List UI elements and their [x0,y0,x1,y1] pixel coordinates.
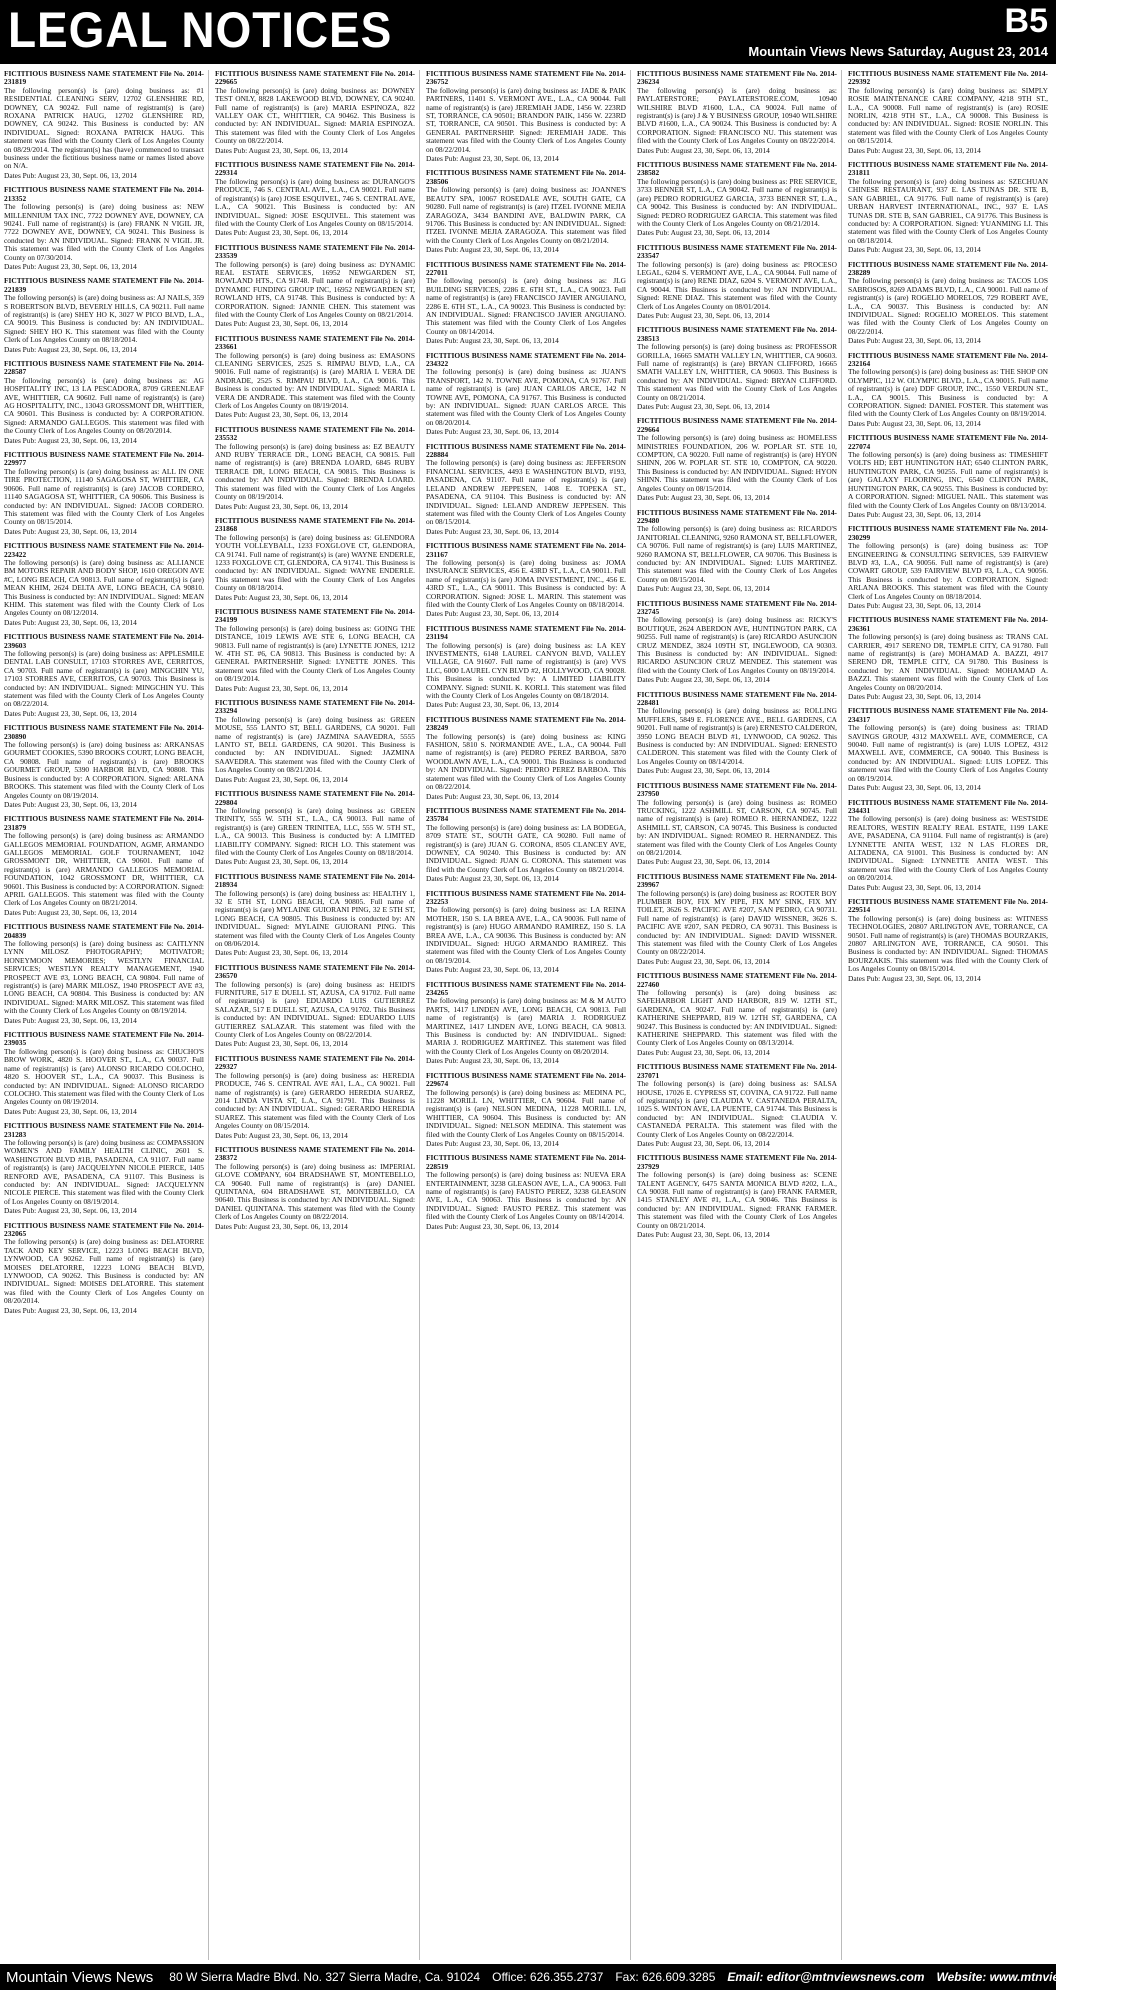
legal-notice [215,608,415,693]
notice-heading: FICTITIOUS BUSINESS NAME STATEMENT File No. 2014-234265 [426,979,626,998]
notice-pub-dates: Dates Pub: August 23, 30, Sept. 06, 13, 2014 [215,1130,348,1140]
notice-pub-dates: Dates Pub: August 23, 30, Sept. 06, 13, 2014 [637,402,770,412]
notice-heading: FICTITIOUS BUSINESS NAME STATEMENT File No. 2014-231283 [4,1121,204,1139]
notice-body: The following person(s) is (are) doing business as: SALSA HOUSE, 17026 E. CYPRESS ST, COVINA, CA 91722. Full name of registrant(s) is (are) CLAUDIA V. CASTANEDA PERALTA, 1025 S. WINTON AVE, LA PUENTE, CA 91744. This Business is conducted by: AN INDIVIDUAL. Signed: CLAUDIA V. CASTANEDA PERALTA. This statement was filed with the County Clerk of Los Angeles County on 08/22/2014. [637,1079,837,1139]
notice-body: The following person(s) is (are) doing business as: ROOTER BOY PLUMBER BOY, FIX MY PIPE, FIX MY SINK, FIX MY TOILET, 3626 S. PACIFIC AVE #207, SAN PEDRO, CA 90731. Full name of registrant(s) is (are) DAVID WISSNER, 3626 S. PACIFIC AVE #207, SAN PEDRO, CA 90731. This Business is conducted by: AN INDIVIDUAL. Signed: DAVID WISSNER. This statement was filed with the County Clerk of Los Angeles County on 08/22/2014. [637,888,837,957]
notice-heading: FICTITIOUS BUSINESS NAME STATEMENT File No. 2014-204839 [4,922,204,940]
notice-body: The following person(s) is (are) doing business as: GOING THE DISTANCE, 1019 LEWIS AVE STE 6, LONG BEACH, CA 90813. Full name of registrant(s) is (are) LYNETTE JONES, 1212 W. 4TH ST. #6, CA 90813. This Business is conducted by: A GENERAL PARTNERSHIP. Signed: LYNETTE JONES. This statement was filed with the County Clerk of Los Angeles County on 08/19/2014. [215,623,415,684]
notice-body: The following person(s) is (are) doing business as: IMPERIAL GLOVE COMPANY, 604 BRADSHAWE ST, MONTEBELLO, CA 90640. Full name of registrant(s) is (are) DANIEL QUINTANA, 604 BRADSHAWE ST, MONTEBELLO, CA 90640. This Business is conducted by: AN INDIVIDUAL. Signed: DANIEL QUINTANA. This statement was filed with the County Clerk of Los Angeles County on 08/22/2014. [215,1161,415,1222]
legal-notice [215,790,415,867]
footer-address: 80 W Sierra Madre Blvd. No. 327 Sierra Madre, Ca. 91024 [169,1970,481,1984]
notice-heading: FICTITIOUS BUSINESS NAME STATEMENT File No. 2014-230299 [848,524,1048,542]
notice-body: The following person(s) is (are) doing business as: MEDINA PC, 11228 MORILL LN, WHITTIER, CA 90604. Full name of registrant(s) is (are) NELSON MEDINA, 11228 MORILL LN, WHITTIER, CA 90604. This Business is conducted by: AN INDIVIDUAL. Signed: NELSON MEDINA. This statement was filed with the County Clerk of Los Angeles County on 08/15/2014. [426,1087,626,1139]
notice-heading: FICTITIOUS BUSINESS NAME STATEMENT File No. 2014-234317 [848,706,1048,724]
legal-notice [215,964,415,1049]
notice-pub-dates: Dates Pub: August 23, 30, Sept. 06, 13, 2014 [215,228,348,238]
legal-notice [4,277,204,354]
legal-notice [426,169,626,254]
notice-pub-dates: Dates Pub: August 23, 30, Sept. 06, 13, 2014 [215,145,348,155]
column-3 [426,70,631,1960]
notice-heading: FICTITIOUS BUSINESS NAME STATEMENT File No. 2014-233294 [215,698,415,716]
notice-heading: FICTITIOUS BUSINESS NAME STATEMENT File No. 2014-229665 [215,69,415,87]
notice-heading: FICTITIOUS BUSINESS NAME STATEMENT File No. 2014-238289 [848,259,1048,277]
notice-pub-dates: Dates Pub: August 23, 30, Sept. 06, 13, 2014 [426,154,559,164]
legal-notice [637,70,837,155]
legal-notice [215,70,415,155]
notice-heading: FICTITIOUS BUSINESS NAME STATEMENT File No. 2014-223422 [4,541,204,559]
legal-notice [215,699,415,784]
notice-heading: FICTITIOUS BUSINESS NAME STATEMENT File No. 2014-234199 [215,606,415,625]
notice-body: The following person(s) is (are) doing business as: TRIAD SAVINGS GROUP, 4312 MAXWELL AVE, COMMERCE, CA 90040. Full name of registrant(s) is (are) LUIS LOPEZ, 4312 MAXWELL AVE, COMMERCE, CA 90040. This Business is conducted by: AN INDIVIDUAL. Signed: LUIS LOPEZ. This statement was filed with the County Clerk of Los Angeles County on 08/19/2014. [848,723,1048,783]
notice-pub-dates: Dates Pub: August 23, 30, Sept. 06, 13, 2014 [4,1015,137,1025]
legal-notice [426,1154,626,1231]
notice-heading: FICTITIOUS BUSINESS NAME STATEMENT File No. 2014-228519 [426,1153,626,1171]
legal-notice [215,1146,415,1231]
notice-pub-dates: Dates Pub: August 23, 30, Sept. 06, 13, 2014 [426,965,559,975]
legal-notice [4,186,204,271]
notice-heading: FICTITIOUS BUSINESS NAME STATEMENT File No. 2014-229804 [215,789,415,807]
legal-notice [426,625,626,710]
legal-notice [426,716,626,801]
legal-notice [215,1055,415,1140]
notice-body: The following person(s) is (are) doing business as: LA REINA MOTHER, 150 S. LA BREA AVE, L.A., CA 90036. Full name of registrant(s) is (are) HUGO ARMANDO RAMIREZ, 150 S. LA BREA AVE, L.A., CA 90036. This Business is conducted by: AN INDIVIDUAL. Signed: HUGO ARMANDO RAMIREZ. This statement was filed with the County Clerk of Los Angeles County on 08/19/2014. [426,905,626,965]
notice-pub-dates: Dates Pub: August 23, 30, Sept. 06, 13, 2014 [637,584,770,594]
notice-heading: FICTITIOUS BUSINESS NAME STATEMENT File No. 2014-232253 [426,888,626,906]
legal-notice [637,873,837,966]
notice-heading: FICTITIOUS BUSINESS NAME STATEMENT File No. 2014-235784 [426,805,626,824]
legal-notice [637,972,837,1057]
notice-pub-dates: Dates Pub: August 23, 30, Sept. 06, 13, 2014 [426,874,559,884]
notice-pub-dates: Dates Pub: August 23, 30, Sept. 06, 13, 2014 [215,1039,348,1049]
notice-body: The following person(s) is (are) doing business as: AG HOSPITALITY INC, 13 LA PESCADORA, 8709 GREENLEAF AVE, WHITTIER, CA 90602. Full name of registrant(s) is (are) AG HOSPITALITY, INC., 13043 GROSSMONT DR, WHITTIER, CA 90601. This Business is conducted by: A CORPORATION. Signed: ARMANDO GALLEGOS. This statement was filed with the County Clerk of Los Angeles County on 08/20/2014. [4,375,204,436]
notice-pub-dates: Dates Pub: August 23, 30, Sept. 06, 13, 2014 [215,683,348,693]
notice-body: The following person(s) is (are) doing business as: M & M AUTO PARTS, 1417 LINDEN AVE, LONG BEACH, CA 90813. Full name of registrant(s) is (are) MARIA J. RODRIGUEZ MARTINEZ, 1417 LINDEN AVE, LONG BEACH, CA 90813. This Business is conducted by: AN INDIVIDUAL. Signed: MARIA J. RODRIGUEZ MARTINEZ. This statement was filed with the County Clerk of Los Angeles County on 08/20/2014. [426,996,626,1056]
legal-notice [848,898,1048,983]
legal-notice [215,244,415,329]
footer [0,1964,1133,1990]
notice-heading: FICTITIOUS BUSINESS NAME STATEMENT File No. 2014-229327 [215,1053,415,1072]
notice-body: The following person(s) is (are) doing business as: WITNESS TECHNOLOGIES, 20807 ARLINGTON AVE, TORRANCE, CA 90501. Full name of registrant(s) is (are) THOMAS BOURZAKIS, 20807 ARLINGTON AVE, TORRANCE, CA 90501. This Business is conducted by: AN INDIVIDUAL. Signed: THOMAS BOURZAKIS. This statement was filed with the County Clerk of Los Angeles County on 08/15/2014. [848,913,1048,974]
notice-pub-dates: Dates Pub: August 23, 30, Sept. 06, 13, 2014 [426,609,559,619]
notice-body: The following person(s) is (are) doing business as: DELATORRE TACK AND KEY SERVICE, 12223 LONG BEACH BLVD, LYNWOOD, CA 90262. Full name of registrant(s) is (are) MOISES DELATORRE, 12223 LONG BEACH BLVD, LYNWOOD, CA 90262. This Business is conducted by: AN INDIVIDUAL. Signed: MOISES DELATORRE. This statement was filed with the County Clerk of Los Angeles County on 08/20/2014. [4,1237,204,1306]
masthead-subline [748,44,1048,59]
notice-body: The following person(s) is (are) doing business as: LA BODEGA, 8709 STATE ST., SOUTH GATE, CA 90280. Full name of registrant(s) is (are) JUAN G. CORONA, 8505 CLANCEY AVE, DOWNEY, CA 90240. This Business is conducted by: AN INDIVIDUAL. Signed: JUAN G. CORONA. This statement was filed with the County Clerk of Los Angeles County on 08/21/2014. [426,822,626,874]
notice-body: The following person(s) is (are) doing business as: TACOS LOS SABROSOS, 8269 ADAMS BLVD, L.A., CA 90001. Full name of registrant(s) is (are) ROGELIO MORELOS, 729 ROBERT AVE, L.A., CA 90037. This Business is conducted by: AN INDIVIDUAL. Signed: ROGELIO MORELOS. This statement was filed with the County Clerk of Los Angeles County on 08/22/2014. [848,276,1048,336]
notice-pub-dates: Dates Pub: August 23, 30, Sept. 06, 13, 2014 [848,336,981,346]
notice-body: The following person(s) is (are) doing business as: CAITLYNN LYNN MILOSZ PHOTOGRAPHY; MOTIVATOR; HONEYMOON MEMORIES; WESTLYN FINANCIAL SERVICES; WESTLYN REALTY MANAGEMENT, 1940 PROSPECT AVE #3, LONG BEACH, CA 90804. Full name of registrant(s) is (are) MARK MILOSZ, 1940 PROSPECT AVE #3, LONG BEACH, CA 90804. This Business is conducted by: AN INDIVIDUAL. Signed: MARK MILOSZ. This statement was filed with the County Clerk of Los Angeles County on 08/19/2014. [4,939,204,1016]
notice-pub-dates: Dates Pub: August 23, 30, Sept. 06, 13, 2014 [4,170,137,180]
legal-notice [4,1222,204,1315]
notice-body: The following person(s) is (are) doing business as: SIMPLY ROSIE MAINTENANCE CARE COMPANY, 4218 9TH ST., L.A., CA 90008. Full name of registrant(s) is (are) ROSIE NORLIN, 4218 9TH ST., L.A., CA 90008. This Business is conducted by: AN INDIVIDUAL. Signed: ROSIE NORLIN. This statement was filed with the County Clerk of Los Angeles County on 08/15/2014. [848,85,1048,146]
notice-pub-dates: Dates Pub: August 23, 30, Sept. 06, 13, 2014 [637,857,770,867]
notice-pub-dates: Dates Pub: August 23, 30, Sept. 06, 13, 2014 [4,1305,137,1315]
notice-heading: FICTITIOUS BUSINESS NAME STATEMENT File No. 2014-236234 [637,69,837,87]
notice-body: The following person(s) is (are) doing business as: JOMA INSURANCE SERVICES, 456 E. 43RD ST., L.A., CA 90011. Full name of registrant(s) is (are) JOMA INVESTMENT, INC., 456 E. 43RD ST., L.A., CA 90011. This Business is conducted by: A CORPORATION. Signed: JOSE L. MARIN. This statement was filed with the County Clerk of Los Angeles County on 08/18/2014. [426,557,626,609]
notice-pub-dates: Dates Pub: August 23, 30, Sept. 06, 13, 2014 [637,493,770,503]
notice-body: The following person(s) is (are) doing business as: AJ NAILS, 359 S ROBERTSON BLVD, BEVERLY HILLS, CA 90211. Full name of registrant(s) is (are) SHEY HO K, 3027 W PICO BLVD, L.A., CA 90019. This Business is conducted by: AN INDIVIDUAL. Signed: SHEY HO K. This statement was filed with the County Clerk of Los Angeles County on 08/18/2014. [4,293,204,345]
notice-pub-dates: Dates Pub: August 23, 30, Sept. 06, 13, 2014 [426,1221,559,1231]
legal-notice [848,434,1048,519]
paper-name: Mountain Views News [748,44,884,59]
notice-pub-dates: Dates Pub: August 23, 30, Sept. 06, 13, 2014 [637,310,770,320]
legal-notice [4,1122,204,1215]
notice-body: The following person(s) is (are) doing business as: #1 RESIDENTIAL CLEANING SERV, 12702 GLENSHIRE RD, DOWNEY, CA 90242. Full name of registrant(s) is (are) ROXANA PATRICK HAUG, 12702 GLENSHIRE RD, DOWNEY, CA 90242. This Business is conducted by: AN INDIVIDUAL. Signed: ROXANA PATRICK HAUG. This statement was filed with the County Clerk of Los Angeles County on 08/29/2014. The registrant(s) has (have) commenced to transact business under the fictitious business name or names listed above on N/A. [4,85,204,171]
legal-notice [215,517,415,602]
notice-pub-dates: Dates Pub: August 23, 30, Sept. 06, 13, 2014 [4,344,137,354]
legal-notice [4,1031,204,1116]
legal-notice [848,616,1048,701]
notice-body: The following person(s) is (are) doing business as: COMPASSION WOMEN'S AND FAMILY HEALTH CLINIC, 2601 S. WASHINGTON BLVD #1B, PASADENA, CA 91107. Full name of registrant(s) is (are) JACQUELYNN NICOLE PIERCE, 1405 RENFORD AVE, PASADENA, CA 91107. This Business is conducted by: AN INDIVIDUAL. Signed: JACQUELYNN NICOLE PIERCE. This statement was filed with the County Clerk of Los Angeles County on 08/19/2014. [4,1137,204,1206]
notice-body: The following person(s) is (are) doing business as: TIMESHIFT VOLTS HD; EBT HUNTINGTON HAT; 6540 CLINTON PARK, HUNTINGTON PARK, CA 90255. Full name of registrant(s) is (are) GALAXY FLOORING, INC, 6540 CLINTON PARK, HUNTINGTON PARK, CA 90255. This Business is conducted by: A CORPORATION. Signed: MIGUEL NAIL. This statement was filed with the County Clerk of Los Angeles County on 08/13/2014. [848,450,1048,510]
notice-pub-dates: Dates Pub: August 23, 30, Sept. 06, 13, 2014 [637,145,770,155]
notice-body: The following person(s) is (are) doing business as: NUEVA ERA ENTERTAINMENT, 3238 GLEASON AVE, L.A., CA 90063. Full name of registrant(s) is (are) FAUSTO PEREZ, 3238 GLEASON AVE, L.A., CA 90063. This Business is conducted by: AN INDIVIDUAL. Signed: FAUSTO PEREZ. This statement was filed with the County Clerk of Los Angeles County on 08/14/2014. [426,1170,626,1222]
notice-pub-dates: Dates Pub: August 23, 30, Sept. 06, 13, 2014 [637,228,770,238]
notice-pub-dates: Dates Pub: August 23, 30, Sept. 06, 13, 2014 [4,1206,137,1216]
legal-notice [215,873,415,958]
notice-pub-dates: Dates Pub: August 23, 30, Sept. 06, 13, 2014 [426,1056,559,1066]
legal-notice [4,360,204,445]
notice-pub-dates: Dates Pub: August 23, 30, Sept. 06, 13, 2014 [4,799,137,809]
notice-heading: FICTITIOUS BUSINESS NAME STATEMENT File No. 2014-218934 [215,871,415,890]
notice-body: The following person(s) is (are) doing business as: KING FASHION, 5810 S. NORMANDIE AVE., L.A., CA 90044. Full name of registrant(s) is (are) PEDRO PEREZ BARBOA, 5870 WOODLAWN AVE, L.A., CA 90001. This Business is conducted by: AN INDIVIDUAL. Signed: PEDRO PEREZ BARBOA. This statement was filed with the County Clerk of Los Angeles County on 08/22/2014. [426,731,626,792]
notice-body: The following person(s) is (are) doing business as: HEIDI'S FURNITURE, 517 E DUELL ST, AZUSA, CA 91702. Full name of registrant(s) is (are) EDUARDO LUIS GUTIERREZ SALAZAR, 517 E DUELL ST, AZUSA, CA 91702. This Business is conducted by: AN INDIVIDUAL. Signed: EDUARDO LUIS GUTIERREZ SALAZAR. This statement was filed with the County Clerk of Los Angeles County on 08/22/2014. [215,979,415,1040]
notice-heading: FICTITIOUS BUSINESS NAME STATEMENT File No. 2014-239603 [4,632,204,650]
notice-heading: FICTITIOUS BUSINESS NAME STATEMENT File No. 2014-232745 [637,598,837,616]
legal-notice [848,161,1048,254]
notice-pub-dates: Dates Pub: August 23, 30, Sept. 06, 13, 2014 [4,435,137,445]
notice-body: The following person(s) is (are) doing business as: JEFFERSON FINANCIAL SERVICES, 4493 E WASHINGTON BLVD, #193, PASADENA, CA 91107. Full name of registrant(s) is (are) LELAND ANDREW JEPPESEN, 1408 E. TOPEKA ST., PASADENA, CA 91104. This Business is conducted by: AN INDIVIDUAL. Signed: LELAND ANDREW JEPPESEN. This statement was filed with the County Clerk of Los Angeles County on 08/15/2014. [426,458,626,527]
notice-body: The following person(s) is (are) doing business as: SAFEHARBOR LIGHT AND HARBOR, 819 W. 12TH ST., GARDENA, CA 90247. Full name of registrant(s) is (are) KATHERINE SHEPPARD, 819 W. 12TH ST, GARDENA, CA 90247. This Business is conducted by: AN INDIVIDUAL. Signed: KATHERINE SHEPPARD. This statement was filed with the County Clerk of Los Angeles County on 08/13/2014. [637,988,837,1048]
notice-heading: FICTITIOUS BUSINESS NAME STATEMENT File No. 2014-227011 [426,259,626,277]
notice-pub-dates: Dates Pub: August 23, 30, Sept. 06, 13, 2014 [426,526,559,536]
notice-pub-dates: Dates Pub: August 23, 30, Sept. 06, 13, 2014 [426,427,559,437]
notice-pub-dates: Dates Pub: August 23, 30, Sept. 06, 13, 2014 [215,857,348,867]
legal-notice [4,70,204,180]
notice-pub-dates: Dates Pub: August 23, 30, Sept. 06, 13, 2014 [4,261,137,271]
notice-pub-dates: Dates Pub: August 23, 30, Sept. 06, 13, 2014 [4,907,137,917]
notice-body: The following person(s) is (are) doing business as: DYNAMIC REAL ESTATE SERVICES, 16952 NEWGARDEN ST, ROWLAND HTS., CA 91748. Full name of registrant(s) is (are) DYNAMIC FUNDING GROUP INC, 16952 NEWGARDEN ST, ROWLAND HTS, CA 91748. This Business is conducted by: A CORPORATION. Signed: JANNIE CHEN. This statement was filed with the County Clerk of Los Angeles County on 08/21/2014. [215,259,415,319]
notice-heading: FICTITIOUS BUSINESS NAME STATEMENT File No. 2014-238513 [637,325,837,343]
legal-notice [848,352,1048,429]
column-5 [848,70,1052,1960]
notice-body: The following person(s) is (are) doing business as: ALL IN ONE TIRE PROTECTION, 11140 SAGAGOSA ST, WHITTIER, CA 90606. Full name of registrant(s) is (are) JACOB CORDERO, 11140 SAGAGOSA ST, WHITTIER, CA 90606. This Business is conducted by: AN INDIVIDUAL. Signed: JACOB CORDERO. This statement was filed with the County Clerk of Los Angeles County on 08/15/2014. [4,466,204,527]
notice-pub-dates: Dates Pub: August 23, 30, Sept. 06, 13, 2014 [426,245,559,255]
legal-notice [426,981,626,1066]
footer-paper-name: Mountain Views News [6,1968,154,1986]
notice-heading: FICTITIOUS BUSINESS NAME STATEMENT File No. 2014-213352 [4,185,204,203]
legal-notice [215,335,415,420]
notice-body: The following person(s) is (are) doing business as: DURANGO'S PRODUCE, 746 S. CENTRAL AVE., L.A., CA 90021. Full name of registrant(s) is (are) JOSE ESQUIVEL, 746 S. CENTRAL AVE, L.A., CA 90021. This Business is conducted by: AN INDIVIDUAL. Signed: JOSE ESQUIVEL. This statement was filed with the County Clerk of Los Angeles County on 08/15/2014. [215,176,415,228]
notice-body: The following person(s) is (are) doing business as: JADE & PAIK PARTNERS, 11401 S. VERMONT AVE., L.A., CA 90044. Full name of registrant(s) is (are) JEREMIAH JADE, 1456 W. 223RD ST, TORRANCE, CA 90501; BRANDON PAIK, 1456 W. 223RD ST, TORRANCE, CA 90501. This Business is conducted by: A GENERAL PARTNERSHIP. Signed: JEREMIAH JADE. This statement was filed with the County Clerk of Los Angeles County on 08/22/2014. [426,85,626,154]
notice-pub-dates: Dates Pub: August 23, 30, Sept. 06, 13, 2014 [4,526,137,536]
legal-notice [426,890,626,975]
legal-notice [637,509,837,594]
notice-pub-dates: Dates Pub: August 23, 30, Sept. 06, 13, 2014 [848,882,981,892]
notice-heading: FICTITIOUS BUSINESS NAME STATEMENT File No. 2014-234431 [848,797,1048,815]
notice-heading: FICTITIOUS BUSINESS NAME STATEMENT File No. 2014-221839 [4,276,204,294]
notice-heading: FICTITIOUS BUSINESS NAME STATEMENT File No. 2014-236361 [848,615,1048,633]
notice-heading: FICTITIOUS BUSINESS NAME STATEMENT File No. 2014-227460 [637,971,837,989]
notice-body: The following person(s) is (are) doing business as: SZECHUAN CHINESE RESTAURANT, 937 E. LAS TUNAS DR. STE B, SAN GABRIEL, CA 91776. Full name of registrant(s) is (are) URBAN HARVEST INTERNATIONAL, INC., 937 E. LAS TUNAS DR. STE B, SAN GABRIEL, CA 91776. This Business is conducted by: A CORPORATION. Signed: YUANMING LI. This statement was filed with the County Clerk of Los Angeles County on 08/18/2014. [848,176,1048,245]
legal-notice [848,799,1048,892]
notice-pub-dates: Dates Pub: August 23, 30, Sept. 06, 13, 2014 [637,766,770,776]
legal-notice [215,161,415,238]
notice-body: The following person(s) is (are) doing business as: WESTSIDE REALTORS, WESTIN REALTY REAL ESTATE, 1199 LAKE AVE, PASADENA, CA 91104. Full name of registrant(s) is (are) LYNNETTE ANITA WEST, 132 N LAS FLORES DR, ALTADENA, CA 91001. This Business is conducted by: AN INDIVIDUAL. Signed: LYNNETTE ANITA WEST. This statement was filed with the County Clerk of Los Angeles County on 08/20/2014. [848,814,1048,883]
legal-notice [848,525,1048,610]
notice-heading: FICTITIOUS BUSINESS NAME STATEMENT File No. 2014-229674 [426,1070,626,1089]
notice-pub-dates: Dates Pub: August 23, 30, Sept. 06, 13, 2014 [4,617,137,627]
notice-heading: FICTITIOUS BUSINESS NAME STATEMENT File No. 2014-234322 [426,350,626,368]
notice-body: The following person(s) is (are) doing business as: THE SHOP ON OLYMPIC, 112 W. OLYMPIC BLVD., L.A., CA 90015. Full name of registrant(s) is (are) DDF GROUP, INC., 1550 VERDUN ST., L.A., CA 90015. This Business is conducted by: A CORPORATION. Signed: DANIEL FOSTER. This statement was filed with the County Clerk of Los Angeles County on 08/19/2014. [848,367,1048,419]
legal-notice [4,633,204,718]
page-title: LEGAL NOTICES [8,2,393,58]
notice-pub-dates: Dates Pub: August 23, 30, Sept. 06, 13, 2014 [848,418,981,428]
notice-heading: FICTITIOUS BUSINESS NAME STATEMENT File No. 2014-235532 [215,424,415,443]
notice-pub-dates: Dates Pub: August 23, 30, Sept. 06, 13, 2014 [848,509,981,519]
notice-heading: FICTITIOUS BUSINESS NAME STATEMENT File No. 2014-231819 [4,69,204,87]
notice-heading: FICTITIOUS BUSINESS NAME STATEMENT File No. 2014-231879 [4,814,204,832]
notice-body: The following person(s) is (are) doing business as: GLENDORA YOUTH VOLLEYBALL, 1233 FOXGLOVE CT, GLENDORA, CA 91741. Full name of registrant(s) is (are) WAYNE ENDERLE, 1233 FOXGLOVE CT, GLENDORA, CA 91741. This Business is conducted by: AN INDIVIDUAL. Signed: WAYNE ENDERLE. This statement was filed with the County Clerk of Los Angeles County on 08/18/2014. [215,532,415,593]
notice-heading: FICTITIOUS BUSINESS NAME STATEMENT File No. 2014-238249 [426,714,626,733]
notice-body: The following person(s) is (are) doing business as: ROMEO TRUCKING, 1222 ASHMILL ST, CARSON, CA 90745. Full name of registrant(s) is (are) ROMEO R. HERNANDEZ, 1222 ASHMILL ST, CARSON, CA 90745. This Business is conducted by: AN INDIVIDUAL. Signed: ROMEO R. HERNANDEZ. This statement was filed with the County Clerk of Los Angeles County on 08/21/2014. [637,797,837,857]
legal-notice [637,417,837,502]
notice-heading: FICTITIOUS BUSINESS NAME STATEMENT File No. 2014-228587 [4,359,204,377]
notice-pub-dates: Dates Pub: August 23, 30, Sept. 06, 13, 2014 [215,1221,348,1231]
notice-pub-dates: Dates Pub: August 23, 30, Sept. 06, 13, 2014 [215,948,348,958]
notice-body: The following person(s) is (are) doing business as: JUAN'S TRANSPORT, 142 N. TOWNE AVE, POMONA, CA 91767. Full name of registrant(s) is (are) JUAN CARLOS ARCE, 142 N TOWNE AVE, POMONA, CA 91767. This Business is conducted by: AN INDIVIDUAL. Signed: JUAN CARLOS ARCE. This statement was filed with the County Clerk of Los Angeles County on 08/20/2014. [426,367,626,427]
notice-heading: FICTITIOUS BUSINESS NAME STATEMENT File No. 2014-228884 [426,441,626,460]
notice-heading: FICTITIOUS BUSINESS NAME STATEMENT File No. 2014-229664 [637,416,837,434]
notice-body: The following person(s) is (are) doing business as: EZ BEAUTY AND RUBY TERRACE DR., LONG BEACH, CA 90815. Full name of registrant(s) is (are) BRENDA LOARD, 6845 RUBY TERRACE DR, LONG BEACH, CA 90815. This Business is conducted by: AN INDIVIDUAL. Signed: BRENDA LOARD. This statement was filed with the County Clerk of Los Angeles County on 08/19/2014. [215,441,415,502]
notice-heading: FICTITIOUS BUSINESS NAME STATEMENT File No. 2014-238372 [215,1144,415,1163]
notice-pub-dates: Dates Pub: August 23, 30, Sept. 06, 13, 2014 [4,1106,137,1116]
legal-notice [637,244,837,321]
notice-body: The following person(s) is (are) doing business as: ARMANDO GALLEGOS MEMORIAL FOUNDATION, AGMF, ARMANDO GALLEGOS MEMORIAL GOLF TOURNAMENT, 1042 GROSSMONT DR, WHITTIER, CA 90601. Full name of registrant(s) is (are) ARMANDO GALLEGOS MEMORIAL FOUNDATION, 1042 GROSSMONT DR, WHITTIER, CA 90601. This Business is conducted by: A CORPORATION. Signed: APRIL GALLEGOS. This statement was filed with the County Clerk of Los Angeles County on 08/21/2014. [4,831,204,908]
notice-heading: FICTITIOUS BUSINESS NAME STATEMENT File No. 2014-227074 [848,433,1048,451]
legal-notice [848,707,1048,792]
notice-pub-dates: Dates Pub: August 23, 30, Sept. 06, 13, 2014 [215,319,348,329]
notice-heading: FICTITIOUS BUSINESS NAME STATEMENT File No. 2014-239967 [637,871,837,890]
notice-pub-dates: Dates Pub: August 23, 30, Sept. 06, 13, 2014 [215,501,348,511]
notice-body: The following person(s) is (are) doing business as: HEREDIA PRODUCE, 746 S. CENTRAL AVE #A1, L.A., CA 90021. Full name of registrant(s) is (are) GERARDO HEREDIA SUAREZ, 2014 LINDA VISTA ST, L.A., CA 91791. This Business is conducted by: AN INDIVIDUAL. Signed: GERARDO HEREDIA SUAREZ. This statement was filed with the County Clerk of Los Angeles County on 08/15/2014. [215,1070,415,1131]
legal-notice [4,815,204,917]
notice-heading: FICTITIOUS BUSINESS NAME STATEMENT File No. 2014-236752 [426,69,626,87]
notice-body: The following person(s) is (are) doing business as: RICARDO'S JANITORIAL CLEANING, 9260 RAMONA ST, BELLFLOWER, CA 90706. Full name of registrant(s) is (are) LUIS MARTINEZ, 9260 RAMONA ST, BELLFLOWER, CA 90706. This Business is conducted by: AN INDIVIDUAL. Signed: LUIS MARTINEZ. This statement was filed with the County Clerk of Los Angeles County on 08/15/2014. [637,524,837,584]
legal-notice [637,600,837,685]
notice-body: The following person(s) is (are) doing business as: PAYLATERSTORE; PAYLATERSTORE.COM, 10940 WILSHIRE BLVD #1600, L.A., CA 90024. Full name of registrant(s) is (are) J & Y BUSINESS GROUP, 10940 WILSHIRE BLVD #1600, L.A., CA 90024. This Business is conducted by: A CORPORATION. Signed: FRANCISCO NU. This statement was filed with the County Clerk of Los Angeles County on 08/22/2014. [637,85,837,146]
notice-body: The following person(s) is (are) doing business as: ALLIANCE BM MOTORS REPAIR AND BODY SHOP, 1610 OREGON AVE #C, LONG BEACH, CA 90813. Full name of registrant(s) is (are) MEAN KHIM, 2624 DELTA AVE, LONG BEACH, CA 90810. This Business is conducted by: AN INDIVIDUAL. Signed: MEAN KHIM. This statement was filed with the County Clerk of Los Angeles County on 08/12/2014. [4,557,204,618]
notice-heading: FICTITIOUS BUSINESS NAME STATEMENT File No. 2014-229977 [4,450,204,468]
notice-heading: FICTITIOUS BUSINESS NAME STATEMENT File No. 2014-231811 [848,160,1048,178]
notice-heading: FICTITIOUS BUSINESS NAME STATEMENT File No. 2014-238582 [637,160,837,178]
notice-pub-dates: Dates Pub: August 23, 30, Sept. 06, 13, 2014 [848,600,981,610]
notice-body: The following person(s) is (are) doing business as: PROFESSOR GORILLA, 16665 SMATH VALLEY LN, WHITTIER, CA 90603. Full name of registrant(s) is (are) BRYAN CLIFFORD, 16665 SMATH VALLEY LN, WHITTIER, CA 90603. This Business is conducted by: AN INDIVIDUAL. Signed: BRYAN CLIFFORD. This statement was filed with the County Clerk of Los Angeles County on 08/21/2014. [637,342,837,402]
notice-heading: FICTITIOUS BUSINESS NAME STATEMENT File No. 2014-238506 [426,168,626,186]
notice-heading: FICTITIOUS BUSINESS NAME STATEMENT File No. 2014-228481 [637,689,837,708]
notice-body: The following person(s) is (are) doing business as: DOWNEY TEST ONLY, 8828 LAKEWOOD BLVD, DOWNEY, CA 90240. Full name of registrant(s) is (are) MARIA ESPINOZA, 822 VALLEY OAK CT., WHITTIER, CA 90462. This Business is conducted by: AN INDIVIDUAL. Signed: MARIA ESPINOZA. This statement was filed with the County Clerk of Los Angeles County on 08/22/2014. [215,85,415,146]
legal-notice [637,1063,837,1148]
legal-notice [426,542,626,619]
notice-heading: FICTITIOUS BUSINESS NAME STATEMENT File No. 2014-231194 [426,623,626,642]
legal-notice [637,326,837,411]
legal-notice [426,352,626,437]
notice-body: The following person(s) is (are) doing business as: CHUCHO'S BROW WORK, 4820 S. HOOVER ST., L.A., CA 90037. Full name of registrant(s) is (are) ALONSO RICARDO COLOCHO, 4820 S. HOOVER ST., L.A., CA 90037. This Business is conducted by: AN INDIVIDUAL. Signed: ALONSO RICARDO COLOCHO. This statement was filed with the County Clerk of Los Angeles County on 08/19/2014. [4,1046,205,1107]
legal-notice [4,923,204,1025]
legal-notice [637,161,837,238]
notice-pub-dates: Dates Pub: August 23, 30, Sept. 06, 13, 2014 [848,973,981,983]
footer-email[interactable]: Email: editor@mtnviewsnews.com [727,1970,925,1984]
legal-notice [426,1072,626,1149]
notice-pub-dates: Dates Pub: August 23, 30, Sept. 06, 13, 2014 [848,145,981,155]
notice-pub-dates: Dates Pub: August 23, 30, Sept. 06, 13, 2014 [848,245,981,255]
legal-notice [426,807,626,884]
notice-heading: FICTITIOUS BUSINESS NAME STATEMENT File No. 2014-231868 [215,515,415,534]
notice-heading: FICTITIOUS BUSINESS NAME STATEMENT File No. 2014-232065 [4,1220,204,1238]
notice-pub-dates: Dates Pub: August 23, 30, Sept. 06, 13, 2014 [637,1138,770,1148]
notice-body: The following person(s) is (are) doing business as: ROLLING MUFFLERS, 5849 E. FLORENCE AVE., BELL GARDENS, CA 90201. Full name of registrant(s) is (are) ERNESTO CALDERON, 3950 LONG BEACH BLVD #1, LYNWOOD, CA 90262. This Business is conducted by: AN INDIVIDUAL. Signed: ERNESTO CALDERON. This statement was filed with the County Clerk of Los Angeles County on 08/14/2014. [637,706,837,766]
notice-pub-dates: Dates Pub: August 23, 30, Sept. 06, 13, 2014 [637,1047,770,1057]
legal-notice [848,70,1048,155]
notice-body: The following person(s) is (are) doing business as: SCENE TALENT AGENCY, 6475 SANTA MONICA BLVD #202, L.A., CA 90038. Full name of registrant(s) is (are) FRANK FARMER, 1415 STANLEY AVE #1, L.A., CA 90046. This Business is conducted by: AN INDIVIDUAL. Signed: FRANK FARMER. This statement was filed with the County Clerk of Los Angeles County on 08/21/2014. [637,1170,837,1230]
legal-notice [4,724,204,809]
notice-pub-dates: Dates Pub: August 23, 30, Sept. 06, 13, 2014 [637,956,770,966]
footer-website[interactable]: Website: www.mtnviewsnews.com [936,1970,1133,1984]
notice-body: The following person(s) is (are) doing business as: NEW MILLENNIUM TAX INC, 7722 DOWNEY AVE, DOWNEY, CA 90241. Full name of registrant(s) is (are) FRANK N VIGIL JR, 7722 DOWNEY AVE, DOWNEY, CA 90241. This Business is conducted by: AN INDIVIDUAL. Signed: FRANK N VIGIL JR. This statement was filed with the County Clerk of Los Angeles County on 07/30/2014. [4,202,204,262]
notice-body: The following person(s) is (are) doing business as: PRE SERVICE, 3733 BENNER ST, L.A., CA 90042. Full name of registrant(s) is (are) PEDRO RODRIGUEZ GARCIA, 3733 BENNER ST, L.A., CA 90042. This Business is conducted by: AN INDIVIDUAL. Signed: PEDRO RODRIGUEZ GARCIA. This statement was filed with the County Clerk of Los Angeles County on 08/21/2014. [637,176,837,228]
legal-notice [637,691,837,776]
notice-pub-dates: Dates Pub: August 23, 30, Sept. 06, 13, 2014 [848,692,981,702]
notice-heading: FICTITIOUS BUSINESS NAME STATEMENT File No. 2014-237950 [637,780,837,799]
notice-pub-dates: Dates Pub: August 23, 30, Sept. 06, 13, 2014 [637,1230,770,1239]
notice-pub-dates: Dates Pub: August 23, 30, Sept. 06, 13, 2014 [426,336,559,346]
notice-body: The following person(s) is (are) doing business as: HEALTHY 1, 32 E 5TH ST, LONG BEACH, CA 90805. Full name of registrant(s) is (are) MYLAINE GUIORANI PING, 32 E 5TH ST, LONG BEACH, CA 90805. This Business is conducted by: AN INDIVIDUAL. Signed: MYLAINE GUIORANI PING. This statement was filed with the County Clerk of Los Angeles County on 08/06/2014. [215,888,415,948]
notice-heading: FICTITIOUS BUSINESS NAME STATEMENT File No. 2014-229480 [637,507,837,525]
section-label: B5 [1004,2,1048,40]
notice-pub-dates: Dates Pub: August 23, 30, Sept. 06, 13, 2014 [637,675,770,685]
notice-body: The following person(s) is (are) doing business as: RICKY'S BOUTIQUE, 2624 ABERDON AVE, HUNTINGTON PARK, CA 90255. Full name of registrant(s) is (are) RICARDO ASUNCION CRUZ MENDEZ, 3824 109TH ST, INGLEWOOD, CA 90303. This Business is conducted by: AN INDIVIDUAL. Signed: RICARDO ASUNCION CRUZ MENDEZ. This statement was filed with the County Clerk of Los Angeles County on 08/19/2014. [637,615,837,675]
notice-body: The following person(s) is (are) doing business as: GREEN TRINITY, 555 W. 5TH ST., L.A., CA 90013. Full name of registrant(s) is (are) GREEN TRINITEA, LLC, 555 W. 5TH ST., L.A., CA 90013. This Business is conducted by: A LIMITED LIABILITY COMPANY. Signed: RICH LO. This statement was filed with the County Clerk of Los Angeles County on 08/18/2014. [215,805,415,857]
notice-heading: FICTITIOUS BUSINESS NAME STATEMENT File No. 2014-237071 [637,1062,837,1080]
notice-body: The following person(s) is (are) doing business as: TRANS CAL CARRIER, 4917 SERENO DR, TEMPLE CITY, CA 91780. Full name of registrant(s) is (are) MOHAMAD A. BAZZI, 4917 SERENO DR, TEMPLE CITY, CA 91780. This Business is conducted by: AN INDIVIDUAL. Signed: MOHAMAD A. BAZZI. This statement was filed with the County Clerk of Los Angeles County on 08/20/2014. [848,632,1048,692]
legal-notice [848,261,1048,346]
notice-heading: FICTITIOUS BUSINESS NAME STATEMENT File No. 2014-237929 [637,1153,837,1171]
legal-notice [215,426,415,511]
notice-heading: FICTITIOUS BUSINESS NAME STATEMENT File No. 2014-229392 [848,69,1048,87]
notice-heading: FICTITIOUS BUSINESS NAME STATEMENT File No. 2014-233539 [215,242,415,261]
notice-body: The following person(s) is (are) doing business as: PROCESO LEGAL, 6204 S. VERMONT AVE, L.A., CA 90044. Full name of registrant(s) is (are) RENE DIAZ, 6204 S. VERMONT AVE, L.A., CA 90044. This Business is conducted by: AN INDIVIDUAL. Signed: RENE DIAZ. This statement was filed with the County Clerk of Los Angeles County on 08/01/2014. [637,259,837,311]
legal-notice [637,1154,837,1239]
legal-notice [426,261,626,346]
notice-pub-dates: Dates Pub: August 23, 30, Sept. 06, 13, 2014 [215,410,348,420]
legal-notice [637,782,837,867]
notice-columns [4,70,1052,1960]
notice-body: The following person(s) is (are) doing business as: GREEN MOUSE, 555 LANTO ST, BELL GARDENS, CA 90201. Full name of registrant(s) is (are) JAZMINA SAAVEDRA, 5555 LANTO ST, BELL GARDENS, CA 90201. This Business is conducted by: AN INDIVIDUAL. Signed: JAZMINA SAAVEDRA. This statement was filed with the County Clerk of Los Angeles County on 08/21/2014. [215,714,415,775]
notice-heading: FICTITIOUS BUSINESS NAME STATEMENT File No. 2014-232164 [848,350,1048,368]
masthead [0,0,1056,64]
notice-body: The following person(s) is (are) doing business as: TOP ENGINEERING & CONSULTING SERVICES, 539 FAIRVIEW BLVD #3, L.A., CA 90056. Full name of registrant(s) is (are) COWART GROUP, 539 FAIRVIEW BLVD #3, L.A., CA 90056. This Business is conducted by: A CORPORATION. Signed: ARLANA BROOKS. This statement was filed with the County Clerk of Los Angeles County on 08/18/2014. [848,541,1048,601]
footer-fax: Fax: 626.609.3285 [615,1970,716,1984]
legal-notice [426,443,626,536]
notice-heading: FICTITIOUS BUSINESS NAME STATEMENT File No. 2014-230890 [4,723,204,741]
notice-body: The following person(s) is (are) doing business as: HOMELESS MINISTRIES FOUNDATION, 206 W. POPLAR ST. STE 10, COMPTON, CA 90220. Full name of registrant(s) is (are) HYON SHINN, 206 W. POPLAR ST. STE 10, COMPTON, CA 90220. This Business is conducted by: AN INDIVIDUAL. Signed: HYON SHINN. This statement was filed with the County Clerk of Los Angeles County on 08/15/2014. [637,433,837,493]
column-1 [4,70,209,1960]
notice-pub-dates: Dates Pub: August 23, 30, Sept. 06, 13, 2014 [426,791,559,801]
notice-pub-dates: Dates Pub: August 23, 30, Sept. 06, 13, 2014 [215,592,348,602]
notice-pub-dates: Dates Pub: August 23, 30, Sept. 06, 13, 2014 [215,774,348,784]
legal-notice [4,542,204,627]
notice-heading: FICTITIOUS BUSINESS NAME STATEMENT File No. 2014-229514 [848,896,1048,915]
notice-heading: FICTITIOUS BUSINESS NAME STATEMENT File No. 2014-236570 [215,962,415,981]
notice-heading: FICTITIOUS BUSINESS NAME STATEMENT File No. 2014-233661 [215,333,415,352]
notice-pub-dates: Dates Pub: August 23, 30, Sept. 06, 13, 2014 [848,783,981,793]
notice-heading: FICTITIOUS BUSINESS NAME STATEMENT File No. 2014-231167 [426,541,626,559]
notice-heading: FICTITIOUS BUSINESS NAME STATEMENT File No. 2014-239035 [4,1030,204,1048]
notice-heading: FICTITIOUS BUSINESS NAME STATEMENT File No. 2014-229314 [215,160,415,178]
notice-body: The following person(s) is (are) doing business as: JLG BUILDING SERVICES, 2286 E. 6TH ST., L.A., CA 90023. Full name of registrant(s) is (are) FRANCISCO JAVIER ANGUIANO, 2286 E. 6TH ST., L.A., CA 90023. This Business is conducted by: AN INDIVIDUAL. Signed: FRANCISCO JAVIER ANGUIANO. This statement was filed with the County Clerk of Los Angeles County on 08/14/2014. [426,276,626,336]
column-2 [215,70,420,1960]
notice-heading: FICTITIOUS BUSINESS NAME STATEMENT File No. 2014-233547 [637,242,837,261]
notice-pub-dates: Dates Pub: August 23, 30, Sept. 06, 13, 2014 [4,708,137,718]
notice-pub-dates: Dates Pub: August 23, 30, Sept. 06, 13, 2014 [426,700,559,710]
issue-date: Saturday, August 23, 2014 [887,44,1048,59]
notice-body: The following person(s) is (are) doing business as: APPLESMILE DENTAL LAB CONSULT, 17103 STORRES AVE, CERRITOS, CA 90703. Full name of registrant(s) is (are) MINGCHIN YU, 17103 STORRES AVE, CERRITOS, CA 90703. This Business is conducted by: AN INDIVIDUAL. Signed: MINGCHIN YU. This statement was filed with the County Clerk of Los Angeles County on 08/22/2014. [4,649,204,709]
column-4 [637,70,842,1960]
notice-body: The following person(s) is (are) doing business as: ARKANSAS GOURMET COOKIES, 5390 BROOKS COURT, LONG BEACH, CA 90808. Full name of registrant(s) is (are) BROOKS GOURMET GROUP, 5390 HARBOR BLVD, CA 90808. This Business is conducted by: A CORPORATION. Signed: ARLANA BROOKS. This statement was filed with the County Clerk of Los Angeles County on 08/19/2014. [4,740,204,800]
notice-body: The following person(s) is (are) doing business as: LA KEY INVESTMENTS, 6148 LAUREL CANYON BLVD, VALLEY VILLAGE, CA 91607. Full name of registrant(s) is (are) VVS LLC, 6000 LAUREL CYN BLVD #2, HOLLYWOOD, CA 90028. This Business is conducted by: A LIMITED LIABILITY COMPANY. Signed: SUNIL K. KORLI. This statement was filed with the County Clerk of Los Angeles County on 08/18/2014. [426,640,626,701]
notice-body: The following person(s) is (are) doing business as: EMASONS CLEANING SERVICES, 2525 S. RIMPAU BLVD, L.A., CA 90016. Full name of registrant(s) is (are) MARIA L VERA DE ANDRADE, 2525 S. RIMPAU BLVD, L.A., CA 90016. This Business is conducted by: AN INDIVIDUAL. Signed: MARIA L VERA DE ANDRADE. This statement was filed with the County Clerk of Los Angeles County on 08/19/2014. [215,350,415,411]
notice-pub-dates: Dates Pub: August 23, 30, Sept. 06, 13, 2014 [426,1138,559,1148]
footer-office-phone: Office: 626.355.2737 [492,1970,604,1984]
legal-notice [426,70,626,163]
notice-body: The following person(s) is (are) doing business as: JOANNE'S BEAUTY SPA, 10067 ROSEDALE AVE, SOUTH GATE, CA 90280. Full name of registrant(s) is (are) ITZEL IVONNE MEJIA ZARAGOZA, 3434 BANDINI AVE, BALDWIN PARK, CA 91706. This Business is conducted by: AN INDIVIDUAL. Signed: ITZEL IVONNE MEJIA ZARAGOZA. This statement was filed with the County Clerk of Los Angeles County on 08/21/2014. [426,185,626,245]
legal-notice [4,451,204,536]
